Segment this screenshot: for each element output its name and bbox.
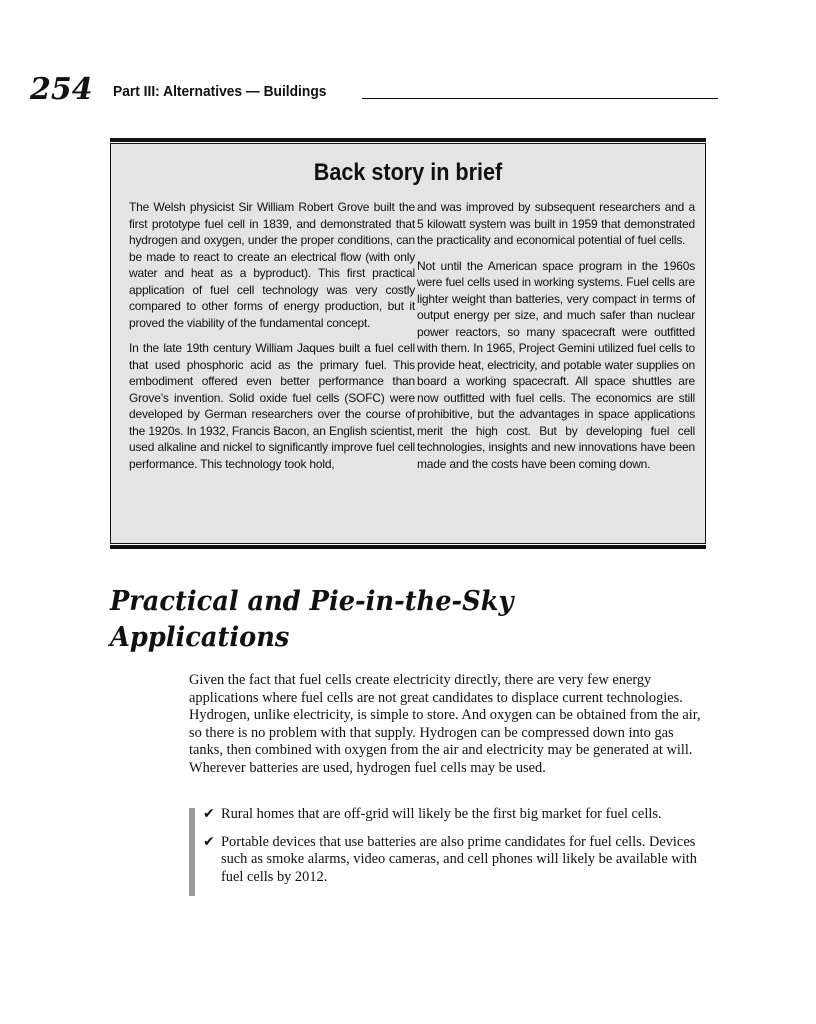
- sidebar-bottom-rule: [110, 545, 706, 549]
- list-item-text: Portable devices that use batteries are also prime candidates for fuel cells. Devices such as smoke alarms, video cameras, and cell phones will likely be available with fuel cells by 2012.: [221, 833, 697, 885]
- sidebar-title: Back story in brief: [313, 159, 503, 186]
- section-title-line: Practical and Pie-in-the-Sky: [110, 586, 514, 617]
- sidebar-paragraph: Not until the American space program in the 1960s were fuel cells used in working systems. Fuel cells are lighter weight than batteries, very compact in terms of output energy per size, and much safer than nuclear power reactors, so many spacecraft were outfitted with them. In 1965, Project Gemini utilized fuel cells to provide heat, electricity, and potable water supplies on board a working spacecraft. All space shuttles are now outfitted with fuel cells. The economics are still prohibitive, but the advantages in space applications merit the high cost. But by developing fuel cell technologies, insights and new innovations have been made and the costs have been coming down.: [417, 258, 695, 471]
- running-head: Part III: Alternatives — Buildings: [113, 83, 327, 100]
- sidebar-paragraph: In the late 19th century William Jaques built a fuel cell that used phosphoric acid as the primary fuel. This embodiment offered even better performance than Grove’s invention. Solid oxide fuel cells (SOFC) were developed by German researchers over the course of the 1920s. In 1932, Francis Bacon, an English scientist, used alkaline and nickel to significantly improve fuel cell performance. This technology took hold,: [129, 341, 415, 471]
- check-icon: ✔: [203, 833, 215, 850]
- check-icon: ✔: [203, 806, 215, 822]
- sidebar-left-column: [129, 199, 415, 481]
- list-item: [203, 806, 713, 824]
- bullet-list: [203, 806, 713, 896]
- sidebar-right-column: [417, 199, 695, 481]
- sidebar-paragraph: The Welsh physicist Sir William Robert Grove built the first prototype fuel cell in 1839, and demonstrated that hydrogen and oxygen, under the proper conditions, can be made to react to create an electrical flow (with only water and heat as a byproduct). This first practical application of fuel cell technology was very costly compared to other forms of energy production, but it proved the viability of the fundamental concept.: [129, 200, 415, 330]
- sidebar-box: [110, 143, 706, 544]
- list-item-text: Rural homes that are off-grid will likely be the first big market for fuel cells.: [221, 806, 662, 822]
- list-side-bar: [189, 808, 195, 896]
- section-title-line: Applications: [110, 622, 290, 653]
- sidebar-paragraph: and was improved by subsequent researchers and a 5 kilowatt system was built in 1959 that demonstrated the practicality and economical potential of fuel cells.: [417, 200, 695, 247]
- page-number: 254: [30, 72, 93, 107]
- section-title: [110, 584, 699, 656]
- body-paragraph: Given the fact that fuel cells create electricity directly, there are very few energy applications where fuel cells are not great candidates to displace current technologies. Hydrogen, unlike electricity, is simple to store. And oxygen can be obtained from the air, so there is no problem with that supply. Hydrogen can be compressed down into gas tanks, then combined with oxygen from the air and electricity may be generated at will. Wherever batteries are used, hydrogen fuel cells may be used.: [189, 672, 701, 776]
- sidebar-top-rule: [110, 138, 706, 142]
- header-rule: [362, 98, 718, 99]
- list-item: [203, 834, 713, 887]
